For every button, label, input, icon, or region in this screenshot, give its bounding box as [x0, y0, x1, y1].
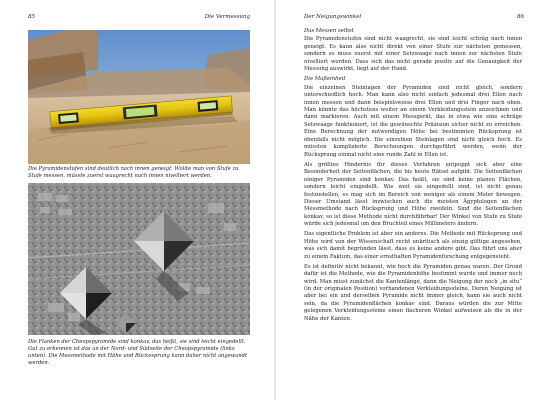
section-heading: Die Maßeinheit [304, 76, 346, 83]
left-page [0, 0, 274, 400]
paragraph: Die einzelnen Steinlagen der Pyramiden sind nicht gleich, sondern unterschiedlich hoch. Man kann also nicht einfach jedesmal drei Ellen nach innen messen und dann beispielsweise drei Ellen und drei Finger nach oben. Man könnte das höchstens weiter an einem Verkleidungsstein anzeichnen und dann markieren. Auch mit einem Messgerät, das in etwa wie eine schräge Setzwaage funktioniert, ist die gewünschte Präzision sicher nicht zu erreichen. Eine Berechnung der notwendigen Höhe bei bestimmten Rücksprung ist ebenfalls nicht möglich. Die einzelnen Steinlagen sind nicht gleich hoch. Es müssten komplizierte Berechnungen durchgeführt werden, wenn der Rücksprung einmal nicht eine runde Zahl in Ellen ist. [304, 84, 522, 158]
photo-spirit-level-on-pyramid-stone [28, 30, 250, 164]
photo-caption-top: Die Pyramidenstufen sind deutlich nach innen geneigt: Wollte man von Stufe zu Stufe messen, müsste zuerst waagrecht nach innen nivelliert werden. [28, 166, 239, 179]
section-heading: Das Messen selbst [304, 28, 354, 34]
paragraph: Als größtes Hindernis für dieses Verfahren entpuppt sich aber eine Besonderheit der Seitenflächen, die bis heute Rätsel aufgibt. Die Seitenflächen einiger Pyramiden sind konkav. Das heißt, sie sind keine planen Flächen, sondern leicht eingedellt. Wie weit sie eingedellt sind, ist nicht genau festzustellen, es mag sich im Bereich von weniger als einem Meter bewegen. Dieser Umstand lässt inzwischen auch die meisten Ägyptologen an der Messmethode nach Rücksprung und Höhe zweifeln. Sind die Seitenflächen konkav, so ist diese Methode nicht durchführbar! Der Winkel von Stufe zu Stufe würde sich jedesmal um den Bruchteil eines Millimeters ändern. [304, 161, 522, 228]
page-number: 86 [517, 14, 524, 20]
body-text-column [304, 28, 522, 326]
photo-caption-bottom: Die Flanken der Cheopspyramide sind konkav, das heißt, sie sind leicht eingedellt. Gut zu erkennen ist das an der Nord- und Südseite der Cheopspyramide (links unten). Die Messmethode mit Höhe und Rückesprung kann daher nicht angewandt werden. [28, 339, 248, 366]
page-number: 85 [28, 14, 35, 20]
paragraph: Die Pyramidenstufen sind nicht waagrecht, sie sind leicht schräg nach innen geneigt. Es kann also nicht direkt von einer Stufe zur nächsten gemessen, sondern es muss zuerst mit einer Setzwaage nach innen zur nächsten Stufe nivelliert werden. Dass sich das nicht gerade positiv auf die Genauigkeit der Messung auswirkt, liegt auf der Hand. [304, 36, 522, 73]
paragraph: Es ist definitiv nicht bekannt, wie hoch die Pyramiden genau waren. Der Grund dafür ist die Methode, wie die Pyramidenhöhe bestimmt wurde und immer noch wird. Man misst zunächst die Kantenlänge, dann die Neigung der noch „in situ“ (in der originalen Position) vorhandenen Verkleidungssteine. Deren Neigung ist aber bei ein und derselben Pyramide nicht immer gleich, kann sie auch nicht sein, da die Pyramidenflächen konkav sind. Daraus würden die zur Mitte gelegenen Verkleidungssteine einen flacheren Winkel aufweisen als die in der Nähe der Kanten. [304, 263, 522, 322]
running-title: Der Neigungswinkel [304, 14, 362, 20]
right-page [276, 0, 550, 400]
photo-aerial-pyramids [28, 183, 250, 335]
paragraph: Das eigentliche Problem ist aber ein anderes. Die Methode mit Rücksprung und Höhe wird von der Wissenschaft recht unkritisch als einzig gültige angesehen, was sich damit begründen lässt, dass es keine andere gibt. Das führt uns aber zu einem Faktum, das einer ernsthaften Pyramidenforschung entgegensteht. [304, 231, 522, 260]
running-title: Die Vermessung [204, 14, 250, 20]
